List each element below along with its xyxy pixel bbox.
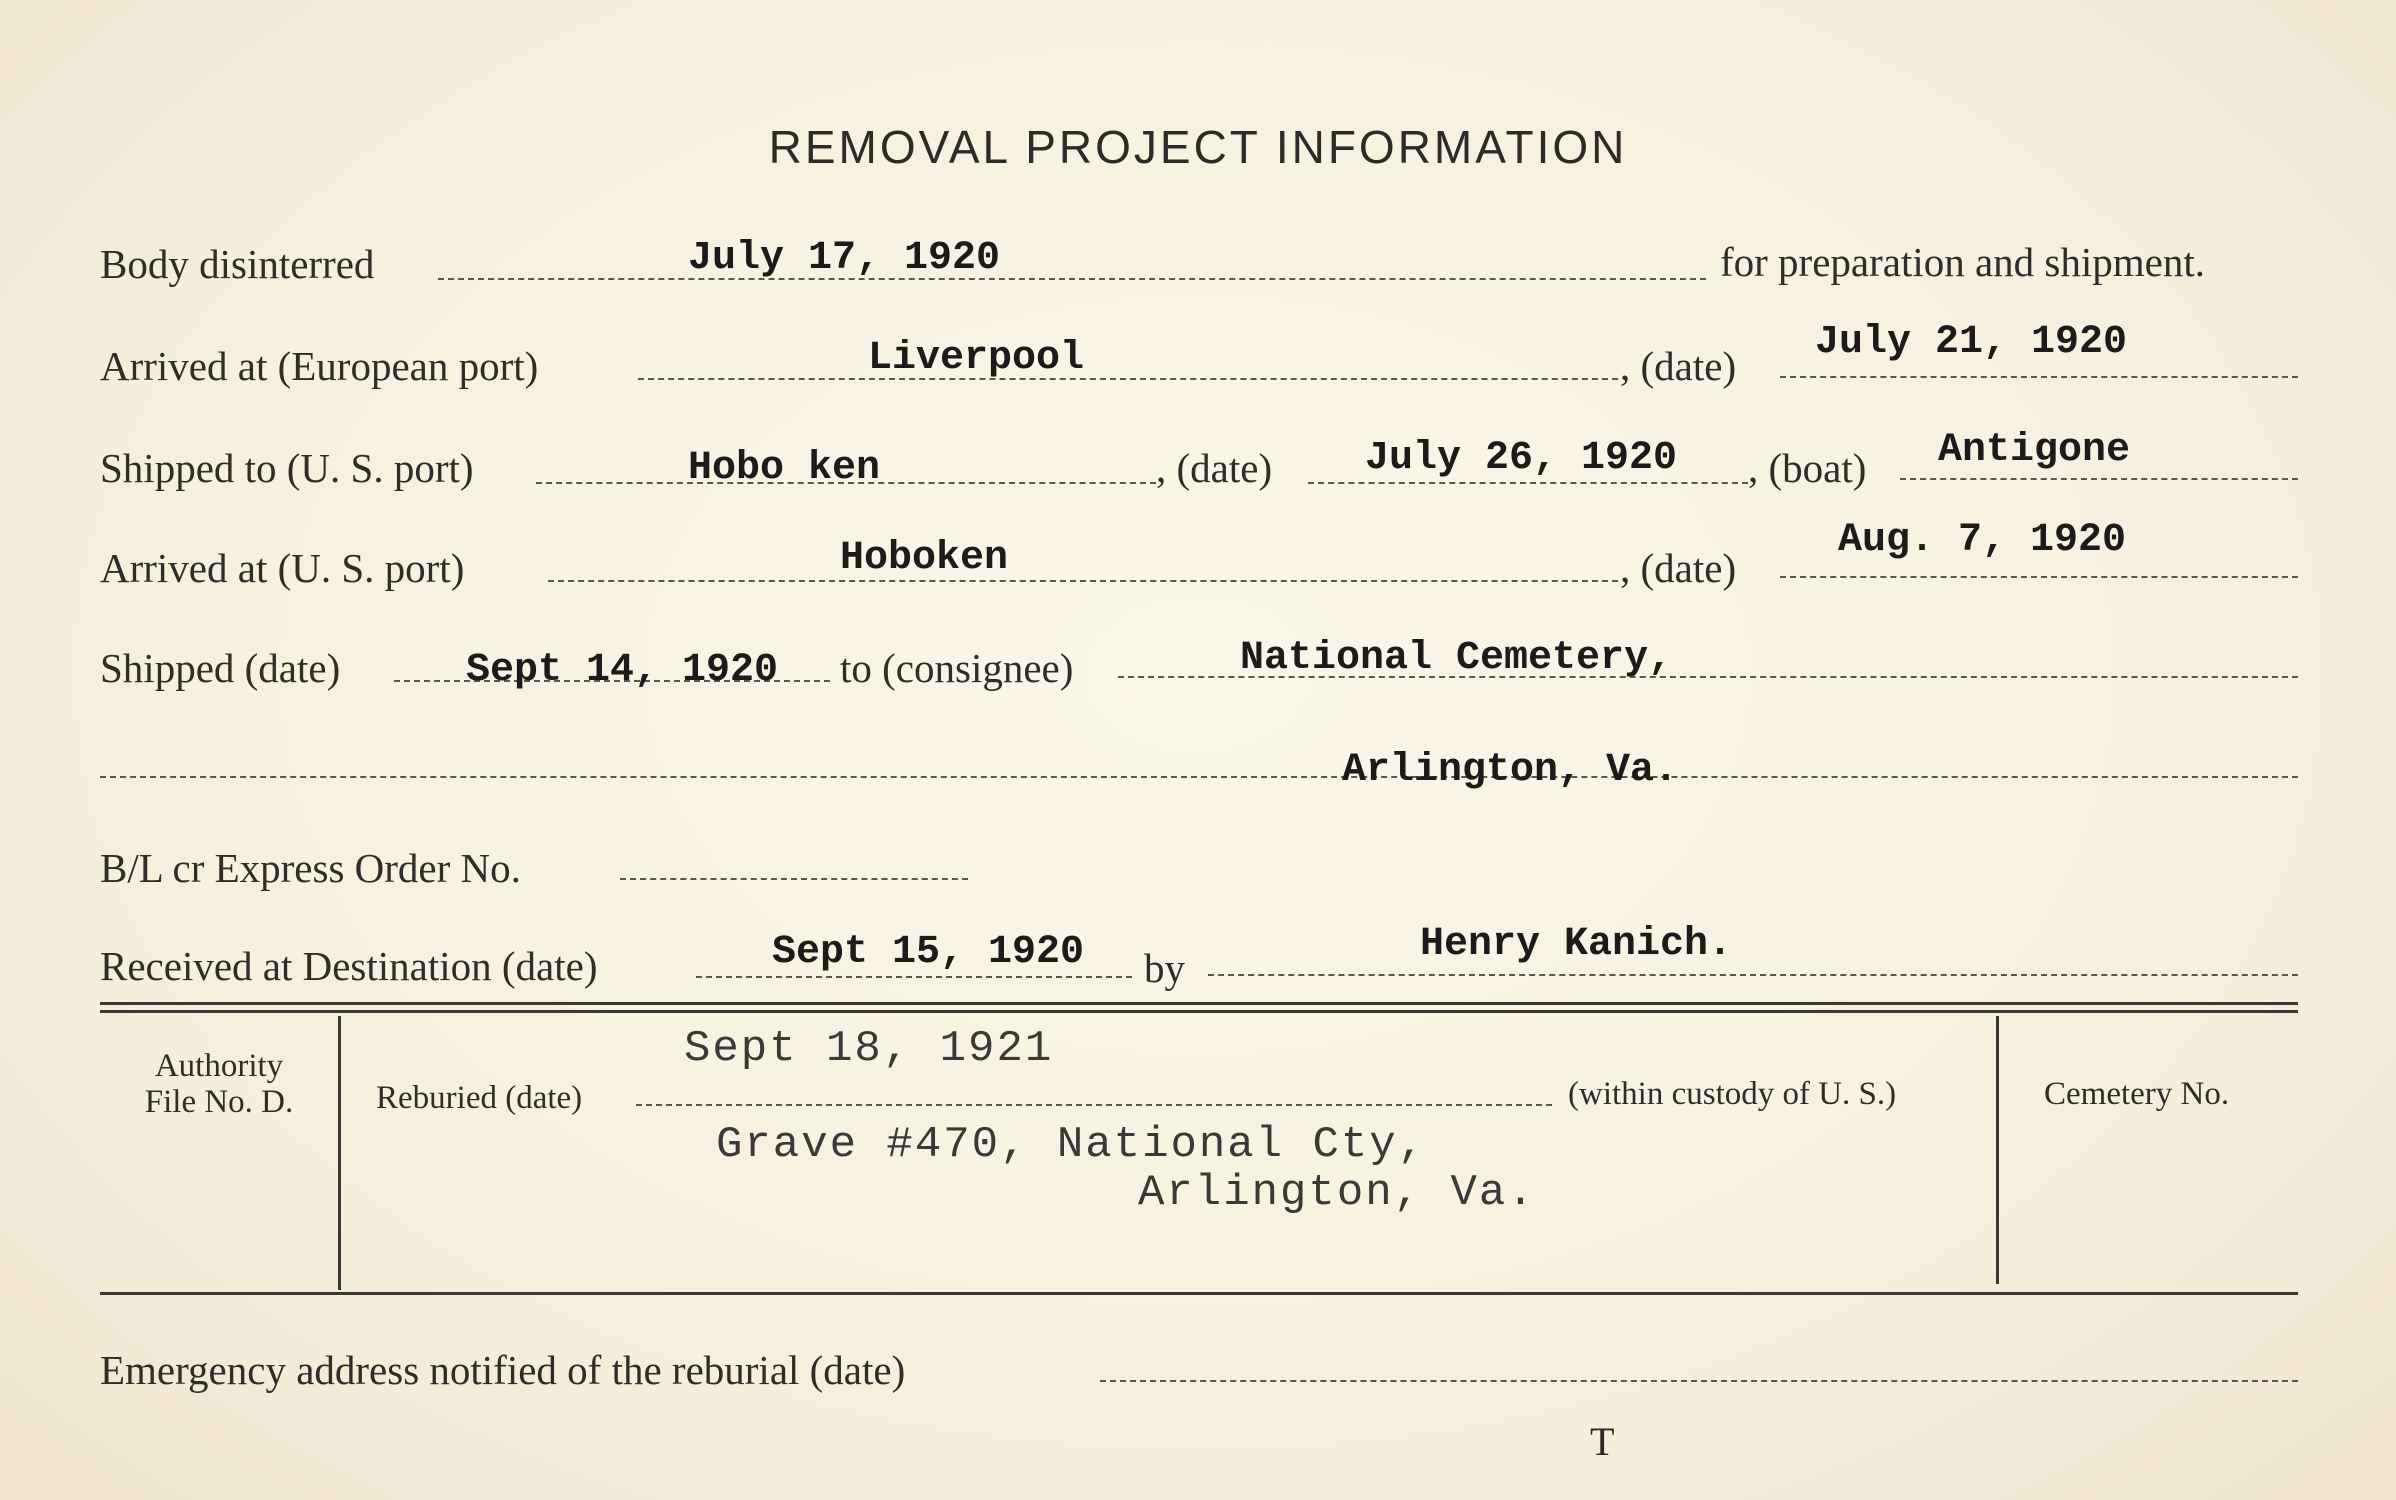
- body-disinterred-label: Body disinterred: [100, 241, 375, 287]
- authority-label: [112, 1048, 326, 1120]
- box-bottom-rule: [100, 1292, 2298, 1295]
- authority-line1: Authority: [154, 1048, 284, 1084]
- grave-line2-value: Arlington, Va.: [1138, 1168, 1536, 1218]
- received-by-line: [1208, 974, 2298, 976]
- emergency-label: Emergency address notified of the reburial (date): [100, 1347, 906, 1393]
- us-arrival-date-line: [1780, 576, 2298, 578]
- boat-value: Antigone: [1938, 428, 2131, 473]
- reburied-date-line: [636, 1104, 1552, 1106]
- box-divider-left: [338, 1016, 341, 1290]
- us-ship-date-line: [1308, 482, 1748, 484]
- box-divider-right: [1996, 1016, 1999, 1284]
- european-date-line: [1780, 376, 2298, 378]
- european-port-line: [638, 378, 1618, 380]
- box-top-rule-2: [100, 1010, 2298, 1013]
- us-ship-date-value: July 26, 1920: [1365, 436, 1678, 481]
- received-by-value: Henry Kanich.: [1420, 922, 1733, 967]
- cemetery-no-label: Cemetery No.: [2044, 1076, 2230, 1112]
- reburied-date-value: Sept 18, 1921: [684, 1024, 1054, 1074]
- us-port-shipped-value: Hobo ken: [688, 446, 881, 491]
- arrived-us-port-label: Arrived at (U. S. port): [100, 545, 465, 591]
- by-label: by: [1144, 945, 1185, 991]
- bl-order-line: [620, 878, 968, 880]
- received-date-line: [696, 976, 1132, 978]
- shipped-date-label: Shipped (date): [100, 645, 341, 691]
- grave-line1-value: Grave #470, National Cty,: [716, 1120, 1427, 1170]
- authority-line2: File No. D.: [144, 1084, 294, 1120]
- footer-mark: T: [1590, 1419, 1615, 1464]
- disinterred-date-value: July 17, 1920: [688, 236, 1001, 281]
- received-dest-label: Received at Destination (date): [100, 943, 598, 989]
- received-date-value: Sept 15, 1920: [772, 930, 1085, 975]
- consignee-line1-value: National Cemetery,: [1240, 636, 1673, 681]
- us-arrival-date-label: , (date): [1620, 545, 1737, 591]
- us-port-arrived-value: Hoboken: [840, 536, 1009, 581]
- card-title: REMOVAL PROJECT INFORMATION: [768, 121, 1628, 173]
- consignee-line-2: [100, 776, 2298, 778]
- european-port-value: Liverpool: [868, 336, 1085, 381]
- emergency-line: [1100, 1380, 2298, 1382]
- shipped-date-value: Sept 14, 1920: [466, 648, 779, 693]
- disinterred-line: [438, 278, 1706, 280]
- reburied-date-label: Reburied (date): [376, 1080, 583, 1116]
- bl-order-label: B/L cr Express Order No.: [100, 845, 521, 891]
- european-date-label: , (date): [1620, 343, 1737, 389]
- arrived-european-label: Arrived at (European port): [100, 343, 539, 389]
- us-arrival-date-value: Aug. 7, 1920: [1838, 518, 2127, 563]
- boat-line: [1900, 478, 2298, 480]
- within-custody-label: (within custody of U. S.): [1568, 1076, 1897, 1112]
- to-consignee-label: to (consignee): [840, 645, 1074, 691]
- us-ship-date-label: , (date): [1156, 445, 1273, 491]
- boat-label: , (boat): [1748, 445, 1867, 491]
- box-top-rule-1: [100, 1002, 2298, 1005]
- european-arrival-date-value: July 21, 1920: [1815, 320, 2128, 365]
- for-preparation-label: for preparation and shipment.: [1720, 239, 2206, 285]
- shipped-us-port-label: Shipped to (U. S. port): [100, 445, 474, 491]
- arrived-us-port-line: [548, 580, 1618, 582]
- consignee-line2-value: Arlington, Va.: [1342, 748, 1679, 793]
